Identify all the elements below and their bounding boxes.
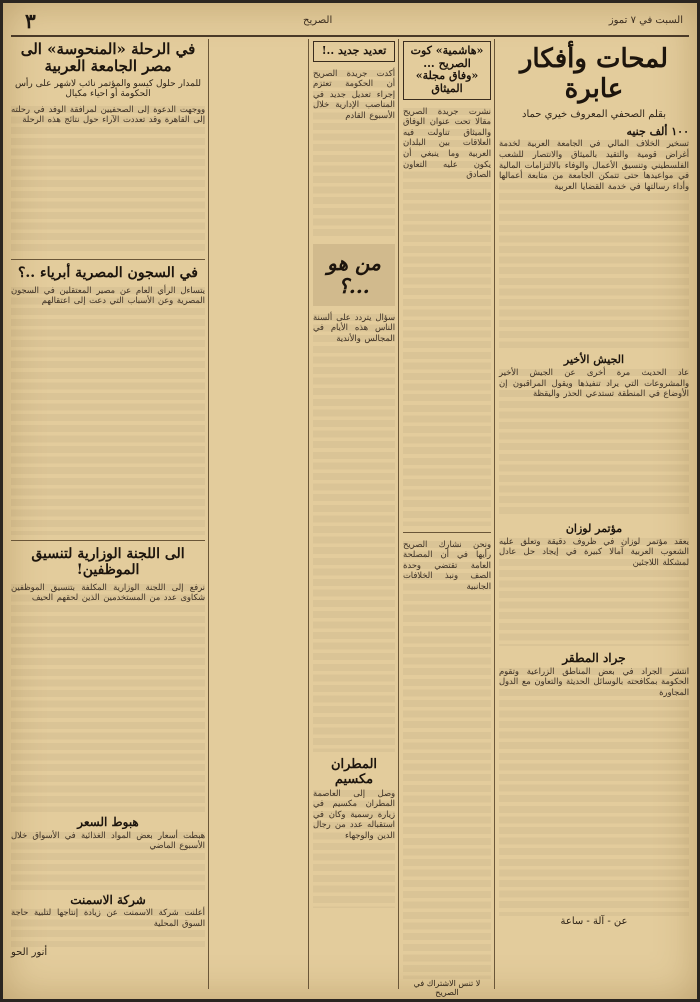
section-heading: هبوط السعر [77, 814, 139, 829]
page-number: ٣ [25, 9, 36, 33]
article-body: تسخير الخلاف المالي في الجامعة العربية لخدمة أغراض قومية والتقيد بالميثاق والانتصار للشعب الفلسطيني وتنسيق الأعمال والوفاء بالالتزامات المالية في مواعيدها حتى تتمكن الجامعة من متابعة أعمالها وأداء رسالتها في خدمة القضايا العربية [499, 138, 689, 348]
column-divider [398, 39, 399, 989]
column-divider [208, 39, 209, 989]
headline-hashimiya: «هاشمية» كوت الصريح ... «وفاق مجلة» الميثاق [403, 41, 491, 100]
signature: أنور الحو [11, 947, 48, 959]
column-middle [313, 41, 395, 991]
section-heading: ١٠٠ ألف جنيه [626, 124, 689, 138]
page-header [3, 9, 697, 31]
article-body: عاد الحديث مرة أخرى عن الجيش الأخير والمشروعات التي يراد تنفيذها ويقول المراقبون إن الأوضاع في المنطقة تستدعي الحذر واليقظة [499, 367, 689, 517]
column-mid-right [403, 41, 491, 997]
column-divider [308, 39, 309, 989]
article-body: ووجهت الدعوة إلى الصحفيين لمرافقة الوفد في رحلته إلى القاهرة وقد تعددت الآراء حول نتائج هذه الرحلة [11, 104, 205, 254]
article-body: نشرت جريدة الصريح مقالا تحت عنوان الوفاق والميثاق تناولت فيه العلاقات بين البلدان العربية وما ينبغي أن يكون عليه التعاون الصادق [403, 106, 491, 526]
who-is-logo: من هو ...؟ [313, 244, 395, 306]
section-heading: المطران مكسيم [330, 756, 378, 787]
headline-rihla: في الرحلة «المنحوسة» الى مصر الجامعة العربية [20, 40, 196, 76]
headline-tadid: تعديد جديد ..! [313, 41, 395, 62]
section-divider [11, 259, 205, 260]
article-body: انتشر الجراد في بعض المناطق الزراعية وتقوم الحكومة بمكافحته بالوسائل الحديثة والتعاون مع الدول المجاورة [499, 666, 689, 916]
paper-name: الصريح [303, 15, 333, 26]
column-right [499, 41, 689, 991]
header-rule [11, 35, 689, 37]
column-divider [494, 39, 495, 989]
issue-date: السبت في ٧ تموز [608, 15, 683, 26]
article-body: أكدت جريدة الصريح أن الحكومة تعتزم إجراء تعديل جديد في المناصب الإدارية خلال الأسبوع القادم [313, 68, 395, 238]
article-body: سؤال يتردد على ألسنة الناس هذه الأيام في المجالس والأندية [313, 312, 395, 752]
section-heading: في السجون المصرية أبرياء ..؟ [17, 264, 198, 281]
headline-lamahat: لمحات وأفكار عابرة [519, 44, 669, 104]
column-footer: لا تنس الاشتراك في الصريح [413, 978, 481, 997]
section-heading: شركة الاسمنت [70, 892, 146, 907]
section-heading: مؤتمر لوزان [565, 522, 623, 536]
section-divider [403, 532, 491, 533]
byline: بقلم الصحفي المعروف خيري حماد [521, 108, 667, 120]
article-body: يعقد مؤتمر لوزان في ظروف دقيقة وتعلق عليه الشعوب العربية آمالا كبيرة في إيجاد حل عادل لمشكلة اللاجئين [499, 536, 689, 646]
article-body: ونحن نشارك الصريح رأيها في أن المصلحة العامة تقتضي وحدة الصف ونبذ الخلافات الجانبية [403, 539, 491, 979]
subheadline: للمدار حلول كيسو والمؤتمر نائب لاشهر على رأس الحكومة أو احياء مكيال [14, 78, 202, 99]
article-body: وصل إلى العاصمة المطران مكسيم في زيارة رسمية وكان في استقباله عدد من رجال الدين والوجهاء [313, 788, 395, 908]
column-left [11, 41, 205, 991]
section-heading: جراد المطقر [562, 650, 626, 665]
section-heading: الجيش الأخير [563, 353, 625, 367]
article-body: نرفع إلى اللجنة الوزارية المكلفة بتنسيق الموظفين شكاوى عدد من المستخدمين الذين لحقهم الحيف [11, 582, 205, 812]
column-footer: عن - آلة - ساعة [560, 915, 628, 927]
section-heading: الى اللجنة الوزارية لتنسيق الموظفين! [31, 545, 185, 578]
newspaper-page [3, 3, 697, 999]
article-body: هبطت أسعار بعض المواد الغذائية في الأسواق خلال الأسبوع الماضي [11, 830, 205, 890]
section-divider [11, 540, 205, 541]
article-body: يتساءل الرأي العام عن مصير المعتقلين في السجون المصرية وعن الأسباب التي دعت إلى اعتقالهم [11, 285, 205, 535]
article-body: أعلنت شركة الاسمنت عن زيادة إنتاجها لتلبية حاجة السوق المحلية [11, 907, 205, 947]
